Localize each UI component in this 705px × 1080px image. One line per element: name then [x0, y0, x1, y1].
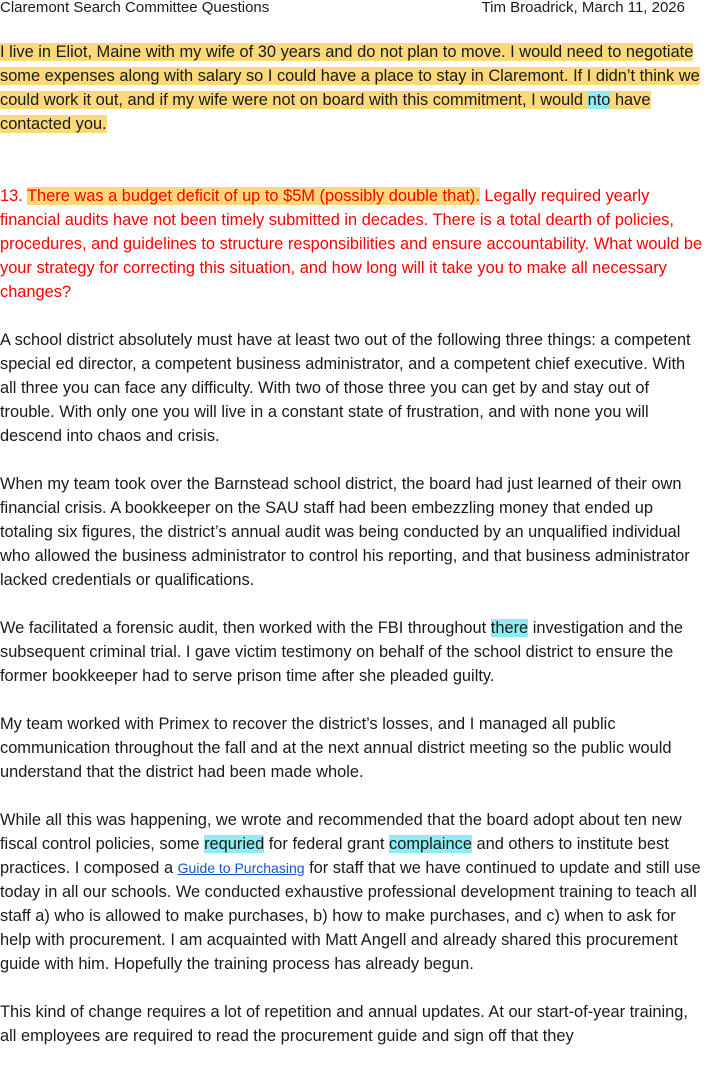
- intro-highlight-end: have contacted you.: [0, 91, 651, 133]
- blank-line: [0, 160, 705, 184]
- answer-paragraph-3: [0, 616, 705, 688]
- answer-text: We facilitated a forensic audit, then worked with the FBI throughout: [0, 619, 491, 637]
- question-text: Legally required yearly financial audits have not been timely submitted in decades. There is a total dearth of policies, procedures, and guidelines to structure responsibilities and ensure accountability. What would be your strategy for correcting this situation, and how long will it take you to make all necessary changes?: [0, 187, 703, 301]
- intro-highlight: I live in Eliot, Maine with my wife of 30 years and do not plan to move. I would need to negotiate some expenses along with salary so I could have a place to stay in Claremont. If I didn’t think we could work it out, and if my wife were not on board with this commitment, I would: [0, 43, 700, 109]
- typo-highlight: there: [490, 619, 529, 637]
- document-title: Claremont Search Committee Questions: [0, 0, 270, 16]
- typo-highlight: nto: [587, 91, 611, 109]
- intro-paragraph: [0, 40, 705, 136]
- document-body: [0, 40, 705, 1048]
- typo-highlight: requried: [204, 835, 265, 853]
- question-13: [0, 184, 705, 304]
- answer-text: While all this was happening, we wrote and recommended that the board adopt about ten new fiscal control policies, some: [0, 811, 682, 853]
- answer-paragraph-6: This kind of change requires a lot of repetition and annual updates. At our start-of-year training, all employees are required to read the procurement guide and sign off that they: [0, 1003, 688, 1045]
- author-date: Tim Broadrick, March 11, 2026: [481, 0, 685, 16]
- answer-paragraph-1: A school district absolutely must have at least two out of the following three things: a competent special ed director, a competent business administrator, and a competent chief executive. With all three you can face any difficulty. With two of those three you can get by and stay out of trouble. With only one you will live in a constant state of frustration, and with none you will descend into chaos and crisis.: [0, 331, 691, 445]
- guide-to-purchasing-link[interactable]: Guide to Purchasing: [177, 860, 305, 876]
- question-highlight: There was a budget deficit of up to $5M (possibly double that).: [27, 187, 480, 205]
- question-number: 13.: [0, 187, 28, 205]
- answer-text: for federal grant: [264, 835, 390, 853]
- page-header: [0, 0, 705, 20]
- answer-text: and others to institute best practices. I composed a: [0, 835, 669, 877]
- answer-text: for staff that we have continued to update and still use today in all our schools. We conducted exhaustive professional development training to teach all staff a) who is allowed to make purchases, b) how to make purchases, and c) when to ask for help with procurement. I am acquainted with Matt Angell and already shared this procurement guide with him. Hopefully the training process has already begun.: [0, 859, 701, 973]
- typo-highlight: complaince: [389, 835, 472, 853]
- answer-paragraph-5: [0, 808, 705, 976]
- answer-paragraph-4: My team worked with Primex to recover the district’s losses, and I managed all public communication throughout the fall and at the next annual district meeting so the public would understand that the district had been made whole.: [0, 715, 672, 781]
- answer-paragraph-2: When my team took over the Barnstead school district, the board had just learned of their own financial crisis. A bookkeeper on the SAU staff had been embezzling money that ended up totaling six figures, the district’s annual audit was being conducted by an unqualified individual who allowed the business administrator to control his reporting, and that business administrator lacked credentials or qualifications.: [0, 475, 690, 589]
- answer-text: investigation and the subsequent criminal trial. I gave victim testimony on behalf of the school district to ensure the former bookkeeper had to serve prison time after she pleaded guilty.: [0, 619, 684, 685]
